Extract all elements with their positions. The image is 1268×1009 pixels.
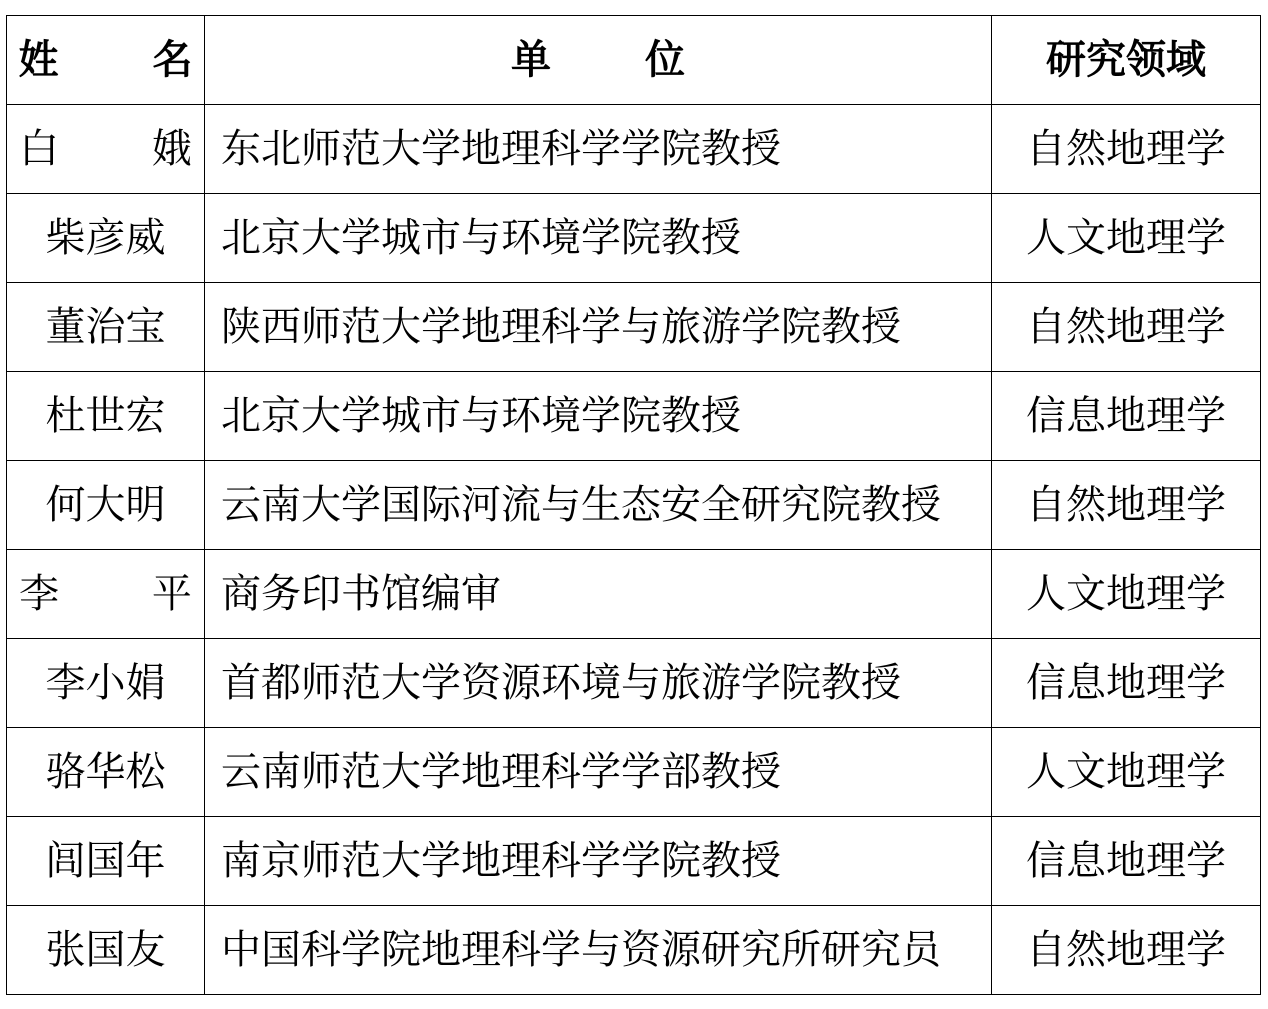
field-cell: 自然地理学 [992,906,1261,995]
name-label: 李 平 [19,571,232,617]
name-cell: 杜世宏 [7,372,205,461]
field-cell: 自然地理学 [992,283,1261,372]
table-row [7,194,1261,283]
table-row [7,105,1261,194]
name-cell [7,550,232,639]
table-row [7,906,1261,995]
name-cell: 董治宝 [7,283,205,372]
name-cell: 李小娟 [7,639,205,728]
unit-cell: 南京师范大学地理科学学院教授 [205,817,992,906]
header-name [7,16,233,105]
experts-table [6,15,1261,995]
unit-cell: 北京大学城市与环境学院教授 [205,194,992,283]
field-cell: 人文地理学 [992,194,1261,283]
header-field: 研究领域 [992,16,1261,105]
table-row [7,728,1261,817]
table-row [7,639,1261,728]
field-cell: 信息地理学 [992,817,1261,906]
name-cell: 柴彦威 [7,194,205,283]
name-cell [7,105,232,194]
table-row [7,817,1261,906]
header-name-label: 姓 名 [18,37,233,83]
field-cell: 人文地理学 [992,550,1261,639]
table-row [7,550,1261,639]
name-cell: 张国友 [7,906,205,995]
unit-cell: 云南师范大学地理科学学部教授 [205,728,992,817]
header-unit-label: 单 位 [511,37,725,83]
table-row [7,461,1261,550]
unit-cell: 中国科学院地理科学与资源研究所研究员 [205,906,992,995]
field-cell: 自然地理学 [992,461,1261,550]
table-header-row [7,16,1261,105]
name-cell: 骆华松 [7,728,205,817]
field-cell: 自然地理学 [992,105,1261,194]
field-cell: 信息地理学 [992,639,1261,728]
unit-cell: 东北师范大学地理科学学院教授 [205,105,992,194]
unit-cell: 北京大学城市与环境学院教授 [205,372,992,461]
name-cell: 闾国年 [7,817,205,906]
field-cell: 人文地理学 [992,728,1261,817]
table-row [7,283,1261,372]
name-label: 白 娥 [19,126,232,172]
field-cell: 信息地理学 [992,372,1261,461]
unit-cell: 商务印书馆编审 [205,550,992,639]
unit-cell: 首都师范大学资源环境与旅游学院教授 [205,639,992,728]
table-row [7,372,1261,461]
unit-cell: 陕西师范大学地理科学与旅游学院教授 [205,283,992,372]
unit-cell: 云南大学国际河流与生态安全研究院教授 [205,461,992,550]
header-unit [205,16,992,105]
name-cell: 何大明 [7,461,205,550]
